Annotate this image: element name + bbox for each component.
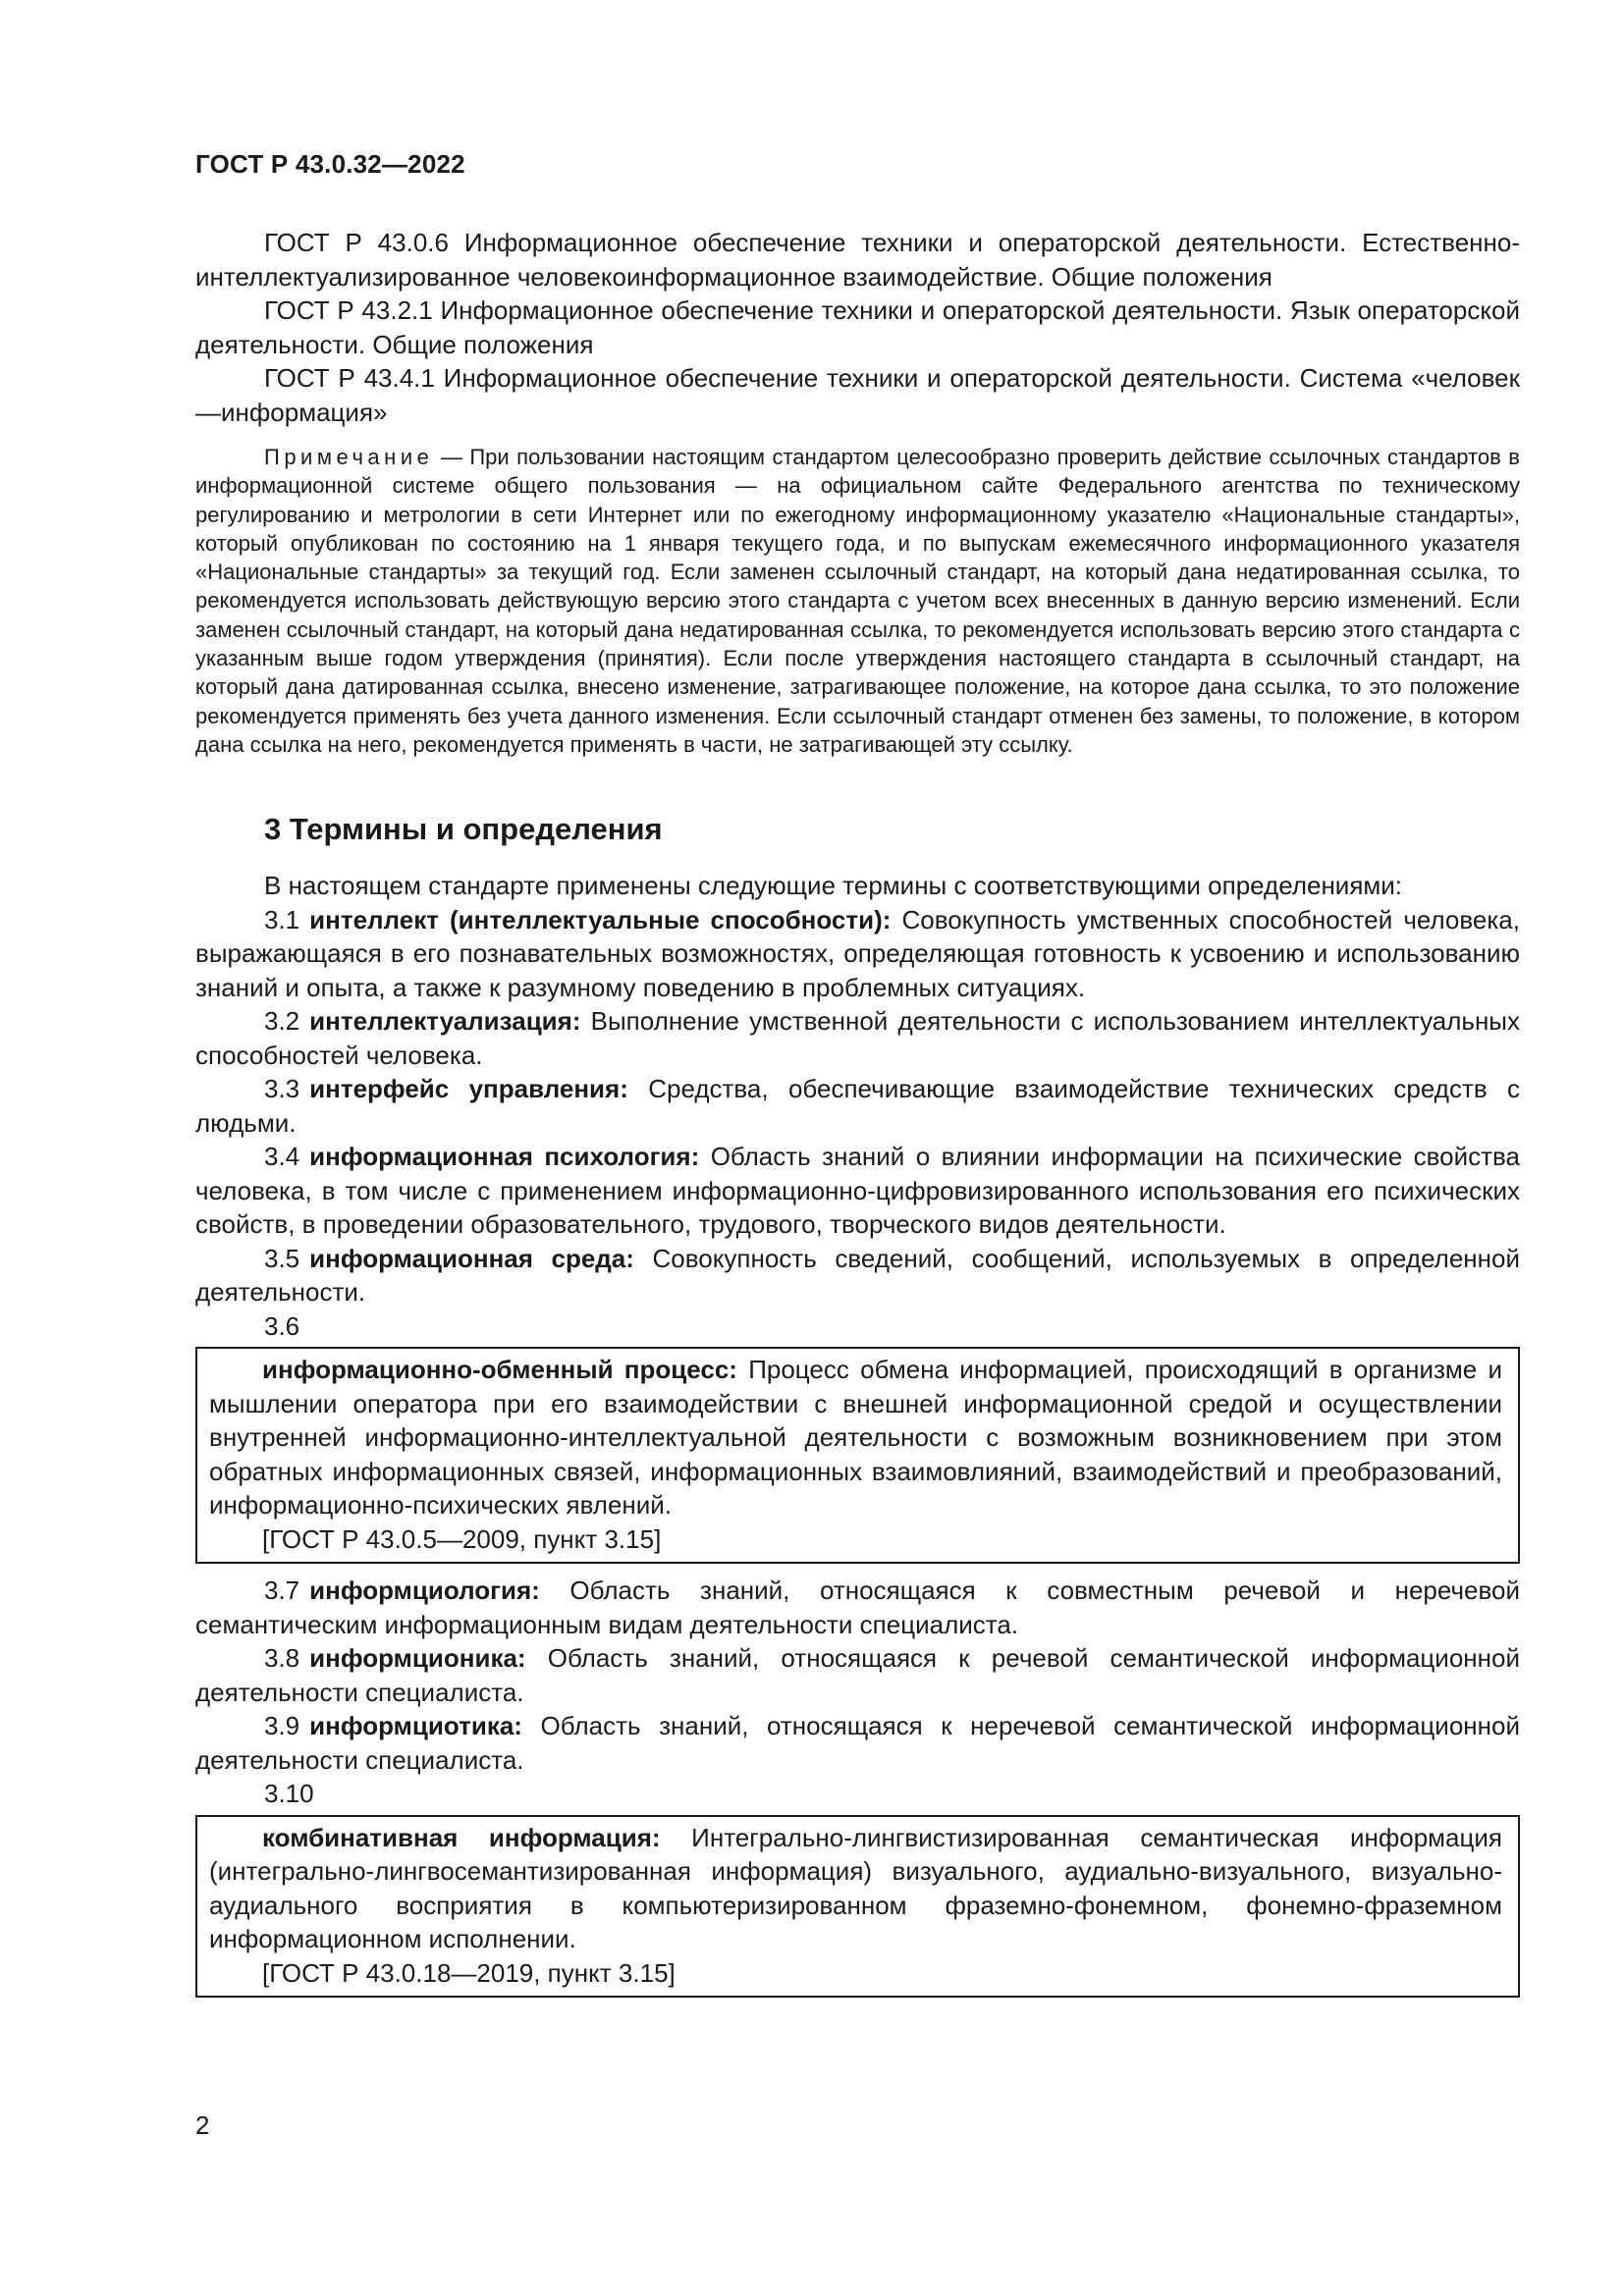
term-name: информационно-обменный процесс:	[262, 1355, 737, 1385]
reference-item: ГОСТ Р 43.4.1 Информационное обеспечение техники и операторской деятельности. Система «человек—информация»	[195, 363, 1520, 427]
term-entry	[209, 1821, 1502, 1956]
term-number: 3.7	[264, 1575, 300, 1606]
term-definition: Область знаний, относящаяся к совместным речевой и неречевой семантическим информационным видам деятельности специалиста.	[195, 1575, 1520, 1639]
reference-item: ГОСТ Р 43.2.1 Информационное обеспечение техники и операторской деятельности. Язык операторской деятельности. Общие положения	[195, 295, 1520, 359]
page-number: 2	[195, 2110, 210, 2140]
document-body	[195, 226, 1520, 2007]
term-entry	[195, 1574, 1520, 1641]
term-number: 3.8	[264, 1643, 300, 1674]
reference-item: ГОСТ Р 43.0.6 Информационное обеспечение техники и операторской деятельности. Естественно-интеллектуализированное человекоинформационное взаимодействие. Общие положения	[195, 228, 1520, 292]
term-entry	[195, 1004, 1520, 1072]
borrowed-term-box	[195, 1347, 1520, 1564]
term-name: интерфейс управления:	[309, 1074, 628, 1104]
term-number: 3.3	[264, 1074, 300, 1104]
note-label: Примечание	[264, 445, 434, 469]
term-definition: Процесс обмена информацией, происходящий в организме и мышлении оператора при его взаимодействии с внешней информационной средой и осуществлении внутренней информационно-интеллектуальной деятельности с возможным возникновением при этом обратных информационных связей, информационных взаимовлияний, взаимодействий и преобразований, информационно-психических явлений.	[209, 1355, 1503, 1521]
term-name: информциотика:	[309, 1711, 522, 1741]
term-definition: Совокупность умственных способностей человека, выражающаяся в его познавательных возможностях, определяющая готовность к усвоению и использованию знаний и опыта, а также к разумному поведению в проблемных ситуациях.	[195, 904, 1520, 1002]
term-definition: Интегрально-лингвистизированная семантическая информация (интегрально-лингвосемантизированная информация) визуального, аудиально-визуального, визуально-аудиального восприятия в компьютеризированном фраземно-фонемном, фонемно-фраземном информационном исполнении.	[209, 1822, 1502, 1954]
section-title: 3 Термины и определения	[264, 812, 663, 847]
term-number: 3.6	[264, 1310, 300, 1341]
term-definition: Область знаний о влиянии информации на психические свойства человека, в том числе с применением информационно-цифровизированного использования его психических свойств, в проведении образовательного, трудового, творческого видов деятельности.	[195, 1142, 1520, 1240]
term-name: информциология:	[309, 1575, 540, 1606]
borrowed-term-box	[195, 1815, 1520, 1999]
term-number: 3.10	[264, 1779, 314, 1809]
term-entry	[195, 1641, 1520, 1709]
term-name: информационная среда:	[309, 1243, 634, 1273]
term-name: информационная психология:	[309, 1142, 700, 1172]
term-name: информционика:	[309, 1643, 526, 1674]
term-definition: Область знаний, относящаяся к речевой семантической информационной деятельности специалиста.	[195, 1643, 1520, 1707]
section-intro: В настоящем стандарте применены следующие термины с соответствующими определениями:	[264, 871, 1403, 901]
term-entry	[195, 903, 1520, 1005]
term-number: 3.1	[264, 904, 300, 934]
term-number: 3.4	[264, 1142, 300, 1172]
term-source: [ГОСТ Р 43.0.5—2009, пункт 3.15]	[262, 1523, 662, 1554]
term-number: 3.2	[264, 1006, 300, 1037]
term-name: интеллектуализация:	[309, 1006, 581, 1037]
term-name: комбинативная информация:	[262, 1822, 661, 1852]
document-header-id: ГОСТ Р 43.0.32—2022	[195, 149, 465, 179]
note-text: — При пользовании настоящим стандартом целесообразно проверить действие ссылочных стандартов в информационной системе общего пользования — на официальном сайте Федерального агентства по техническому регулированию и метрологии в сети Интернет или по ежегодному информационному указателю «Национальные стандарты», который опубликован по состоянию на 1 января текущего года, и по выпускам ежемесячного информационного указателя «Национальные стандарты» за текущий год. Если заменен ссылочный стандарт, на который дана недатированная ссылка, то рекомендуется использовать действующую версию этого стандарта с учетом всех внесенных в данную версию изменений. Если заменен ссылочный стандарт, на который дана недатированная ссылка, то рекомендуется использовать версию этого стандарта с указанным выше годом утверждения (принятия). Если после утверждения настоящего стандарта в ссылочный стандарт, на который дана датированная ссылка, внесено изменение, затрагивающее положение, на которое дана ссылка, то это положение рекомендуется применять без учета данного изменения. Если ссылочный стандарт отменен без замены, то положение, в котором дана ссылка на него, рекомендуется применять в части, не затрагивающей эту ссылку.	[195, 445, 1520, 757]
term-definition: Область знаний, относящаяся к неречевой семантической информационной деятельности специалиста.	[195, 1711, 1520, 1775]
term-entry	[209, 1353, 1502, 1522]
term-entry	[195, 1140, 1520, 1242]
term-entry	[195, 1072, 1520, 1140]
normative-references-list	[195, 226, 1520, 429]
term-entry	[195, 1242, 1520, 1309]
term-source: [ГОСТ Р 43.0.18—2019, пункт 3.15]	[262, 1957, 676, 1988]
term-definition: Совокупность сведений, сообщений, используемых в определенной деятельности.	[195, 1243, 1520, 1308]
term-entry	[195, 1709, 1520, 1777]
term-number: 3.5	[264, 1243, 300, 1273]
note-block	[195, 443, 1520, 759]
term-name: интеллект (интеллектуальные способности):	[309, 904, 892, 934]
term-definition: Средства, обеспечивающие взаимодействие технических средств с людьми.	[195, 1074, 1521, 1138]
term-definition: Выполнение умственной деятельности с использованием интеллектуальных способностей человека.	[195, 1006, 1520, 1070]
term-number: 3.9	[264, 1711, 300, 1741]
